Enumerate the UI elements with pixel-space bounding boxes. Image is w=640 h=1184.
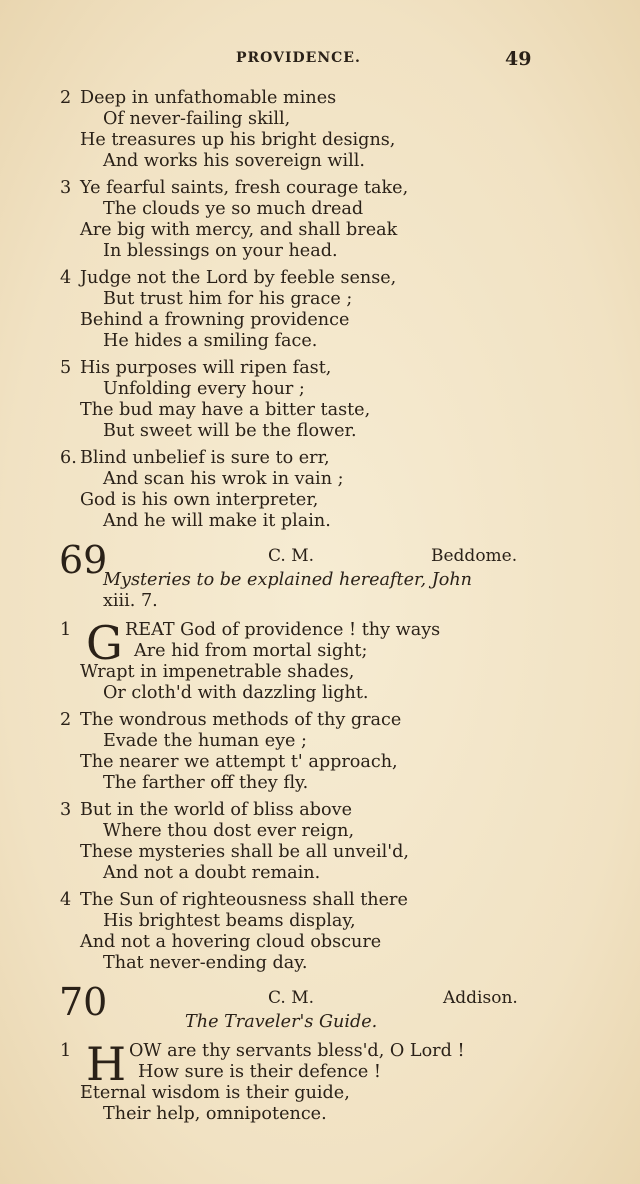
stanza xyxy=(0,800,640,884)
verse-line: Where thou dost ever reign, xyxy=(103,821,355,841)
verse-line: In blessings on your head. xyxy=(103,241,338,261)
verse-line: Of never-failing skill, xyxy=(103,109,291,129)
drop-cap: H xyxy=(86,1037,127,1091)
verse-number: 1 xyxy=(60,1041,72,1061)
verse-line: The nearer we attempt t' approach, xyxy=(80,752,398,772)
verse-line: And he will make it plain. xyxy=(103,511,331,531)
verse-number: 3 xyxy=(60,800,72,820)
verse-line: Judge not the Lord by feeble sense, xyxy=(80,268,397,288)
hymn-number: 70 xyxy=(59,980,108,1024)
hymn-meter: C. M. xyxy=(268,546,315,566)
verse-number: 6. xyxy=(60,448,77,468)
hymn-scripture-ref: xiii. 7. xyxy=(103,591,158,611)
verse-line: The Sun of righteousness shall there xyxy=(80,890,408,910)
verse-line: And not a doubt remain. xyxy=(103,863,321,883)
stanza xyxy=(0,710,640,794)
verse-line: And works his sovereign will. xyxy=(103,151,365,171)
hymn-meter: C. M. xyxy=(268,988,315,1008)
hymn-70 xyxy=(0,980,640,1125)
verse-line: The clouds ye so much dread xyxy=(103,199,364,219)
stanza xyxy=(0,616,640,704)
running-title: PROVIDENCE. xyxy=(236,50,361,66)
verse-line: The bud may have a bitter taste, xyxy=(80,400,371,420)
verse-line: Blind unbelief is sure to err, xyxy=(80,448,330,468)
verse-line: Eternal wisdom is their guide, xyxy=(80,1083,350,1103)
stanza xyxy=(0,448,640,532)
verse-line: That never-ending day. xyxy=(103,953,308,973)
verse-line: How sure is their defence ! xyxy=(138,1062,381,1082)
verse-number: 4 xyxy=(60,268,72,288)
hymn-author: Addison. xyxy=(443,988,518,1008)
verse-line: OW are thy servants bless'd, O Lord ! xyxy=(129,1041,465,1061)
verse-line: His purposes will ripen fast, xyxy=(80,358,332,378)
verse-line: His brightest beams display, xyxy=(103,911,356,931)
hymn-number: 69 xyxy=(59,538,108,582)
verse-line: The farther off they fly. xyxy=(103,773,309,793)
stanza xyxy=(0,1037,640,1125)
verse-number: 2 xyxy=(60,710,72,730)
verse-line: Are hid from mortal sight; xyxy=(134,641,368,661)
verse-line: These mysteries shall be all unveil'd, xyxy=(80,842,409,862)
hymn-author: Beddome. xyxy=(431,546,518,566)
hymn-subtitle: The Traveler's Guide. xyxy=(185,1012,378,1032)
hymn-subtitle: Mysteries to be explained hereafter, John xyxy=(103,570,473,590)
verse-number: 5 xyxy=(60,358,72,378)
drop-cap: G xyxy=(86,616,123,670)
stanza xyxy=(0,178,640,262)
verse-line: Behind a frowning providence xyxy=(80,310,350,330)
verse-line: And scan his wrok in vain ; xyxy=(103,469,344,489)
stanza xyxy=(0,358,640,442)
hymn-69 xyxy=(0,538,640,974)
verse-number: 3 xyxy=(60,178,72,198)
verse-line: But in the world of bliss above xyxy=(80,800,352,820)
verse-line: He treasures up his bright designs, xyxy=(80,130,396,150)
verse-line: God is his own interpreter, xyxy=(80,490,319,510)
verse-line: He hides a smiling face. xyxy=(103,331,318,351)
verse-line: The wondrous methods of thy grace xyxy=(80,710,402,730)
verse-line: And not a hovering cloud obscure xyxy=(80,932,382,952)
verse-line: REAT God of providence ! thy ways xyxy=(125,620,441,640)
page-content xyxy=(0,88,640,1131)
verse-line: But sweet will be the flower. xyxy=(103,421,357,441)
verse-line: Evade the human eye ; xyxy=(103,731,307,751)
verse-line: Their help, omnipotence. xyxy=(103,1104,327,1124)
page-header xyxy=(0,50,640,72)
verse-number: 2 xyxy=(60,88,72,108)
verse-number: 1 xyxy=(60,620,72,640)
verse-line: Or cloth'd with dazzling light. xyxy=(103,683,369,703)
verse-line: But trust him for his grace ; xyxy=(103,289,353,309)
stanza xyxy=(0,268,640,352)
verse-number: 4 xyxy=(60,890,72,910)
verse-line: Unfolding every hour ; xyxy=(103,379,305,399)
page-number: 49 xyxy=(505,48,532,70)
verse-line: Are big with mercy, and shall break xyxy=(80,220,398,240)
verse-line: Deep in unfathomable mines xyxy=(80,88,337,108)
stanza xyxy=(0,890,640,974)
verse-line: Wrapt in impenetrable shades, xyxy=(80,662,355,682)
verse-line: Ye fearful saints, fresh courage take, xyxy=(80,178,409,198)
stanza xyxy=(0,88,640,172)
